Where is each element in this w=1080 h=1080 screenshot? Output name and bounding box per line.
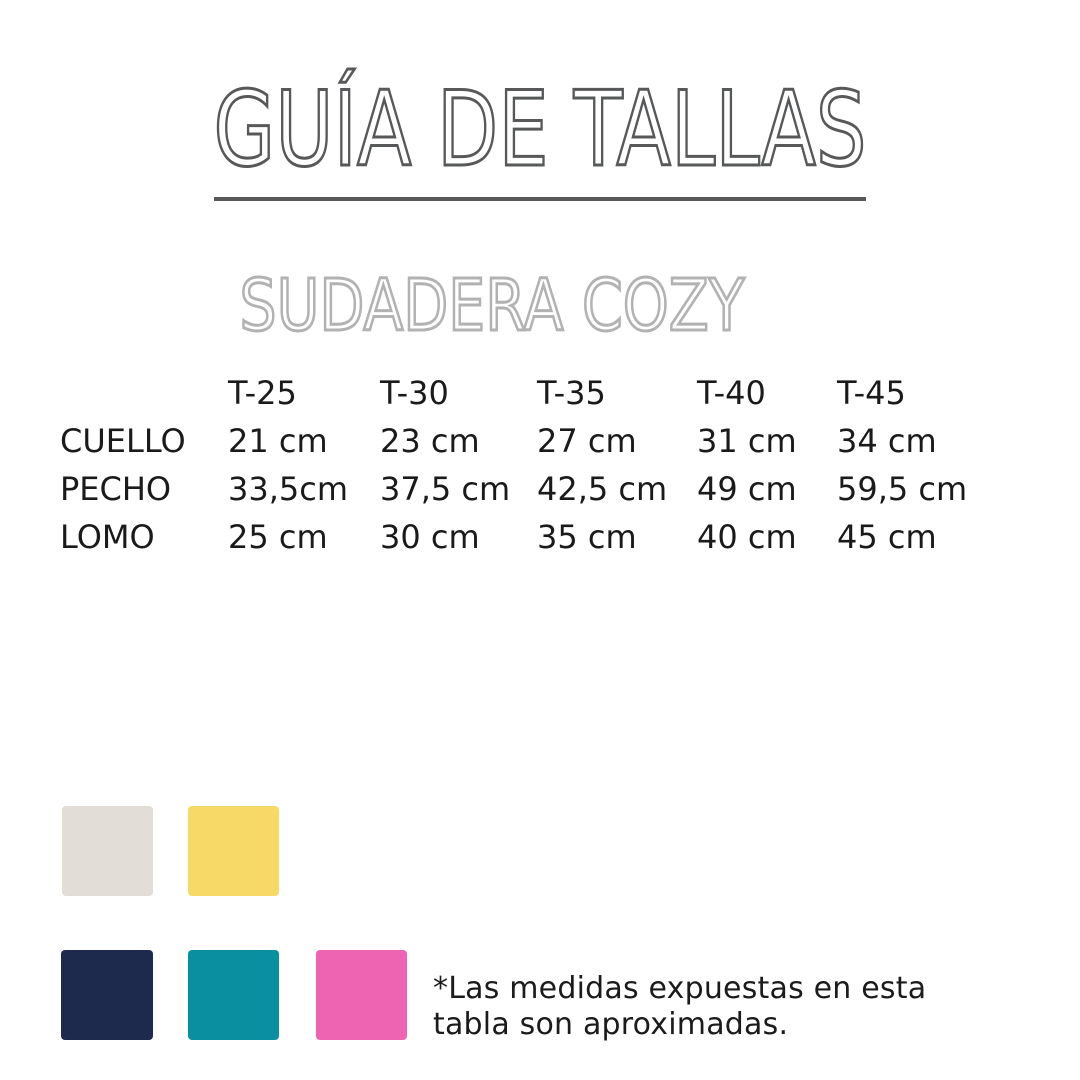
size-header-t35: T-35 [537,374,606,412]
cuello-t35-value: 27 cm [537,422,637,460]
pecho-t25-value: 33,5cm [228,470,349,508]
color-swatch-pink [316,950,407,1040]
lomo-t40-value: 40 cm [697,518,797,556]
size-header-t30: T-30 [380,374,449,412]
measurements-note-line1: *Las medidas expuestas en esta [433,971,927,1006]
pecho-t40-value: 49 cm [697,470,797,508]
pecho-t35-value: 42,5 cm [537,470,668,508]
table-corner-blank [60,369,228,417]
product-subtitle-canvas [0,250,1080,350]
page-title: GUÍA DE TALLAS [213,70,1058,190]
color-swatch-teal [188,950,279,1040]
size-header-t25: T-25 [228,374,297,412]
size-header-t40: T-40 [697,374,766,412]
title-underline-rule [214,197,866,201]
size-guide-title-canvas [0,0,1080,190]
pecho-t45-value: 59,5 cm [837,470,968,508]
cuello-t30-value: 23 cm [380,422,480,460]
color-swatch-beige [62,806,153,896]
pecho-t30-value: 37,5 cm [380,470,511,508]
lomo-t30-value: 30 cm [380,518,480,556]
cuello-t25-value: 21 cm [228,422,328,460]
size-table [60,369,987,561]
lomo-t45-value: 45 cm [837,518,937,556]
size-header-t45: T-45 [837,374,906,412]
row-label-lomo: LOMO [60,518,155,556]
row-label-cuello: CUELLO [60,422,186,460]
measurements-note [433,971,926,1043]
cuello-t40-value: 31 cm [697,422,797,460]
product-name: SUDADERA COZY [239,264,746,347]
lomo-t35-value: 35 cm [537,518,637,556]
color-swatch-navy [61,950,153,1040]
row-label-pecho: PECHO [60,470,172,508]
color-swatch-yellow [188,806,279,896]
cuello-t45-value: 34 cm [837,422,937,460]
measurements-note-line2: tabla son aproximadas. [433,1007,789,1042]
lomo-t25-value: 25 cm [228,518,328,556]
